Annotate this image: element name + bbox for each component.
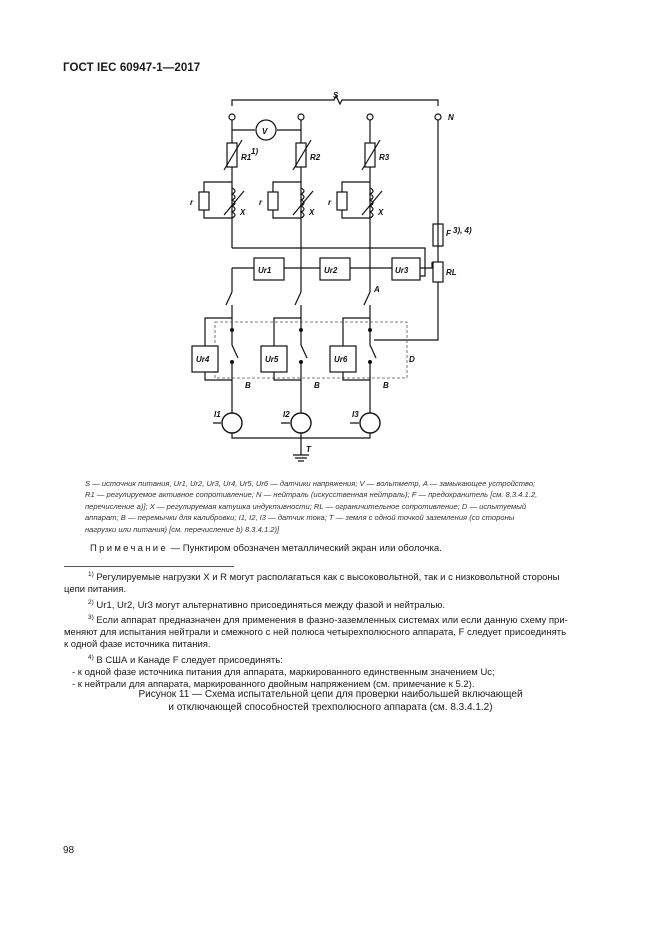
label-V: V <box>262 127 268 136</box>
label-D: D <box>409 355 415 364</box>
label-A: A <box>374 285 380 294</box>
label-r2: r <box>259 198 263 207</box>
voltage-sensors-Ur4-Ur6 <box>192 318 370 380</box>
label-r1: r <box>190 198 194 207</box>
label-N: N <box>448 113 454 122</box>
label-r3: r <box>328 198 332 207</box>
current-sensors-I <box>213 392 380 455</box>
label-Ur4: Ur4 <box>196 355 210 364</box>
figure-caption <box>63 688 598 714</box>
device-under-test-D <box>215 322 407 378</box>
label-Ur3: Ur3 <box>395 266 409 275</box>
footnote-4-item: - к нейтрали для аппарата, маркированного двойным напряжением (см. примечание к 5.2). <box>72 679 475 691</box>
label-T: T <box>306 445 311 454</box>
legend-line: аппарат; B — перемычки для калибровки; I1, I2, I3 — датчик тока; T — земля с одной точкой заземления (со стороны <box>85 513 515 523</box>
footnote-1-cont: цепи питания. <box>64 584 127 596</box>
footnote-separator <box>64 566 234 567</box>
label-R1: R1 <box>241 153 252 162</box>
label-R3: R3 <box>379 153 390 162</box>
caption-line: и отключающей способностей трехполюсного аппарата (см. 8.3.4.1.2) <box>168 702 493 713</box>
document-header: ГОСТ IEC 60947-1—2017 <box>63 62 201 74</box>
note-text: — Пунктиром обозначен металлический экран или оболочка. <box>168 543 442 554</box>
footnote-4-item: - к одной фазе источника питания для аппарата, маркированного единственным значением Uc; <box>72 667 495 679</box>
label-I3: I3 <box>352 410 359 419</box>
legend-line: нагрузки или питания) [см. перечисление b) 8.3.4.1.2)] <box>85 524 280 534</box>
label-S: S <box>333 91 339 100</box>
footnote-2: Ur1, Ur2, Ur3 могут альтернативно присоединяться между фазой и нейтралью. <box>96 599 446 611</box>
earth-symbol-T <box>293 455 309 461</box>
footnote-mark: 1) <box>88 571 94 578</box>
figure-note <box>90 543 610 554</box>
footnote-mark: 4) <box>88 653 94 661</box>
supply-terminals <box>229 114 441 120</box>
label-B2: B <box>314 381 320 390</box>
label-X1: X <box>240 208 246 217</box>
caption-line: Рисунок 11 — Схема испытательной цепи для проверки наибольшей включающей <box>138 689 523 700</box>
label-Ur5: Ur5 <box>265 355 279 364</box>
footnote-3: Если аппарат предназначен для применения в фазно-заземленных системах или если данную схему при- <box>96 615 568 627</box>
label-I2: I2 <box>283 410 290 419</box>
footnotes <box>64 569 609 691</box>
legend-line: перечисление a)]; X — регулируемая катушка индуктивности; RL — ограничительное сопротивление; D — испытуемый <box>85 501 527 511</box>
limiting-resistor-RL <box>433 262 443 282</box>
label-Ur1: Ur1 <box>258 266 272 275</box>
making-switches-A <box>226 292 370 330</box>
footnote-mark: 3) <box>88 613 94 621</box>
footnote-mark: 2) <box>88 598 94 606</box>
label-B1: B <box>245 381 251 390</box>
label-Ur2: Ur2 <box>324 266 338 275</box>
diagram-legend <box>85 478 585 535</box>
label-Ur6: Ur6 <box>334 355 348 364</box>
legend-line: S — источник питания, Ur1, Ur2, Ur3, Ur4, Ur5, Ur6 — датчики напряжения; V — вольтметр, A — замыкающее устройство; <box>85 479 536 488</box>
footnote-3-cont: к одной фазе источника питания. <box>64 639 211 651</box>
footnote-4: В США и Канаде F следует присоединять: <box>96 654 283 666</box>
label-X2: X <box>309 208 315 217</box>
label-X3: X <box>378 208 384 217</box>
label-I1: I1 <box>214 410 221 419</box>
note-label: Примечание <box>90 543 168 554</box>
inductors-X-with-r <box>199 167 382 248</box>
page-number: 98 <box>63 845 75 856</box>
label-F: F <box>446 229 451 238</box>
label-F-sup: 3), 4) <box>453 226 472 235</box>
footnote-3-cont: меняют для испытания нейтрали и смежного с ней полюса четырехполюсного аппарата, F следует присоединять <box>64 627 567 639</box>
label-RL: RL <box>446 268 457 277</box>
label-B3: B <box>383 381 389 390</box>
footnote-1: Регулируемые нагрузки X и R могут располагаться как с высоковольтной, так и с низковольтной стороны <box>96 572 560 584</box>
legend-line: R1 — регулируемое активное сопротивление; N — нейтраль (искусственная нейтраль); F — предохранитель [см. 8.3.4.1.2, <box>85 490 538 500</box>
label-R-sup: 1) <box>251 147 259 156</box>
label-R2: R2 <box>310 153 321 162</box>
